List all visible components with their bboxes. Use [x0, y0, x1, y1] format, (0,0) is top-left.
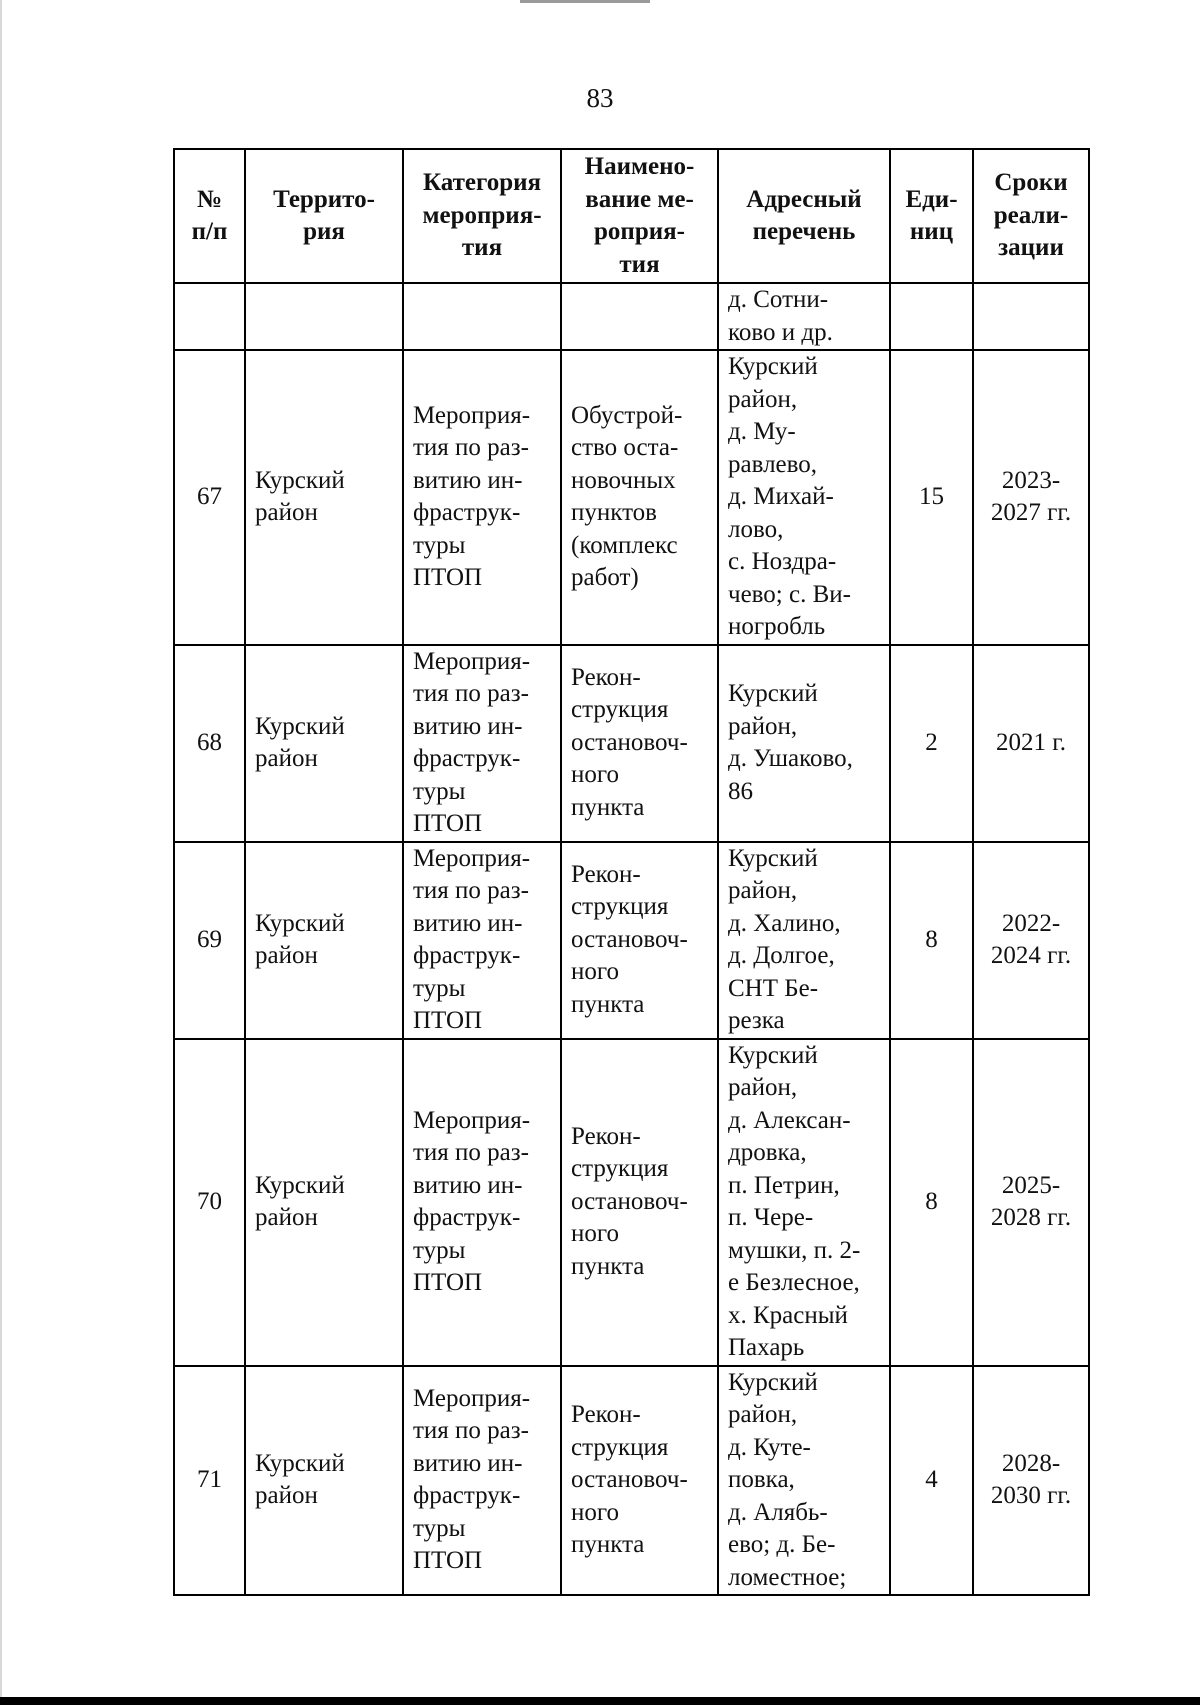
cell-territory: [245, 1039, 403, 1366]
cell-line: витию ин-: [413, 712, 523, 740]
cell-period: [973, 645, 1089, 842]
measures-table: [173, 148, 1090, 1596]
cell-line: роприя-: [594, 218, 685, 245]
cell-line: д. Халино,: [728, 909, 841, 937]
cell-category: [403, 842, 561, 1039]
cell-line: п. Петрин,: [728, 1171, 840, 1199]
cell-line: ПТОП: [413, 1007, 483, 1034]
cell-number: [174, 1039, 245, 1366]
cell-line: остановоч-: [571, 728, 688, 756]
cell-line: рия: [303, 218, 345, 245]
cell-line: Рекон-: [571, 663, 641, 691]
cell-line: вание ме-: [585, 185, 694, 213]
cell-period: [973, 842, 1089, 1039]
cell-territory: [245, 645, 403, 842]
cell-line: район,: [728, 1401, 798, 1428]
cell-line: район,: [728, 877, 798, 904]
cell-line: д. Долгое,: [728, 942, 835, 969]
table-row: [174, 645, 1089, 842]
cell-line: реали-: [993, 201, 1069, 229]
cell-line: (комплекс: [571, 531, 678, 559]
cell-period: [973, 350, 1089, 645]
cell-name: [561, 842, 718, 1039]
cell-name: [561, 645, 718, 842]
cell-line: Адресный: [746, 185, 862, 213]
cell-line: туры: [413, 777, 466, 805]
cell-line: Курский: [728, 844, 818, 872]
cell-line: тия: [619, 250, 660, 278]
cell-line: 68: [197, 728, 222, 756]
cell-line: Курский: [728, 353, 818, 380]
cell-territory: [245, 842, 403, 1039]
cell-line: тия: [461, 234, 503, 262]
table-row: [174, 350, 1089, 645]
cell-line: 2028 гг.: [990, 1204, 1072, 1231]
cell-line: ного: [571, 1498, 620, 1526]
cell-line: 4: [925, 1466, 938, 1493]
cell-line: фраструк-: [413, 1482, 521, 1510]
cell-line: фраструк-: [413, 942, 521, 969]
cell-line: Обустрой-: [571, 401, 683, 429]
cell-units: [890, 350, 973, 645]
header-period: [973, 149, 1089, 283]
cell-units: [890, 283, 973, 350]
cell-line: повка,: [728, 1466, 795, 1493]
cell-line: лово,: [728, 515, 784, 543]
table-row: [174, 1039, 1089, 1366]
cell-line: Курский: [728, 680, 818, 707]
cell-line: ково и др.: [728, 318, 833, 346]
cell-line: фраструк-: [413, 745, 521, 772]
cell-line: фраструк-: [413, 1204, 521, 1231]
cell-line: Мероприя-: [413, 1384, 531, 1412]
cell-line: 71: [197, 1466, 222, 1493]
cell-line: д. Сотни-: [728, 286, 829, 313]
cell-line: ногробль: [728, 613, 826, 640]
cell-line: Наимено-: [584, 153, 695, 180]
cell-line: 8: [925, 1187, 938, 1215]
cell-line: п. Чере-: [728, 1204, 814, 1231]
cell-name: [561, 350, 718, 645]
cell-line: витию ин-: [413, 1171, 523, 1199]
cell-line: район: [255, 942, 318, 969]
cell-line: д. Михай-: [728, 483, 834, 510]
cell-line: д. Му-: [728, 418, 796, 445]
cell-line: работ): [571, 564, 639, 592]
cell-line: район: [255, 499, 318, 527]
cell-line: 69: [197, 925, 222, 953]
cell-address: [718, 283, 890, 350]
cell-line: ниц: [909, 218, 954, 245]
cell-line: дровка,: [728, 1139, 807, 1166]
cell-line: район,: [728, 385, 798, 413]
header-category: [403, 149, 561, 283]
cell-line: ПТОП: [413, 810, 483, 837]
cell-category: [403, 1039, 561, 1366]
cell-line: 8: [925, 925, 938, 953]
cell-line: п/п: [191, 218, 228, 245]
cell-line: 70: [197, 1187, 222, 1215]
table-row: [174, 842, 1089, 1039]
cell-line: резка: [728, 1007, 785, 1034]
cell-line: тия по раз-: [413, 1139, 529, 1166]
cell-category: [403, 1366, 561, 1596]
table-row: [174, 283, 1089, 350]
cell-category: [403, 350, 561, 645]
cell-territory: [245, 283, 403, 350]
cell-line: мушки, п. 2-: [728, 1236, 861, 1264]
cell-line: 2030 гг.: [990, 1482, 1072, 1510]
cell-units: [890, 1039, 973, 1366]
cell-line: ево; д. Бе-: [728, 1531, 836, 1558]
header-number: [174, 149, 245, 283]
cell-line: 2027 гг.: [990, 499, 1072, 527]
cell-line: Курский: [728, 1368, 818, 1396]
cell-line: пункта: [571, 1531, 645, 1558]
cell-number: [174, 645, 245, 842]
header-address: [718, 149, 890, 283]
cell-address: [718, 1039, 890, 1366]
cell-units: [890, 1366, 973, 1596]
cell-line: Рекон-: [571, 860, 641, 888]
cell-line: д. Алексан-: [728, 1106, 851, 1134]
cell-line: Пахарь: [728, 1334, 805, 1361]
cell-address: [718, 645, 890, 842]
cell-line: 2021 г.: [996, 728, 1066, 756]
cell-line: ного: [571, 958, 620, 986]
cell-line: пункта: [571, 1252, 645, 1280]
cell-address: [718, 1366, 890, 1596]
cell-line: Террито-: [273, 185, 375, 213]
cell-line: тия по раз-: [413, 680, 529, 707]
cell-address: [718, 842, 890, 1039]
cell-line: район,: [728, 1074, 798, 1101]
cell-number: [174, 1366, 245, 1596]
cell-line: д. Куте-: [728, 1433, 811, 1461]
cell-line: новочных: [571, 466, 676, 494]
cell-line: витию ин-: [413, 466, 523, 494]
cell-category: [403, 283, 561, 350]
cell-line: тия по раз-: [413, 877, 529, 904]
cell-line: Еди-: [905, 185, 958, 213]
cell-units: [890, 842, 973, 1039]
cell-line: Мероприя-: [413, 1106, 531, 1134]
scan-artifact-bottom: [0, 1697, 1200, 1705]
cell-line: Мероприя-: [413, 647, 531, 675]
cell-line: район,: [728, 712, 798, 740]
cell-line: е Безлесное,: [728, 1269, 860, 1296]
cell-line: зации: [998, 234, 1064, 262]
cell-line: 2025-: [1001, 1171, 1061, 1199]
cell-line: туры: [413, 1514, 466, 1542]
cell-name: [561, 1366, 718, 1596]
cell-number: [174, 350, 245, 645]
cell-period: [973, 1366, 1089, 1596]
cell-line: ПТОП: [413, 564, 483, 592]
cell-line: тия по раз-: [413, 1417, 529, 1445]
cell-line: Курский: [255, 712, 345, 740]
scan-artifact-left: [0, 0, 2, 1705]
cell-category: [403, 645, 561, 842]
cell-line: струкция: [571, 893, 669, 921]
cell-line: остановоч-: [571, 1466, 688, 1493]
cell-line: ломестное;: [728, 1563, 847, 1591]
cell-line: витию ин-: [413, 909, 523, 937]
cell-line: струкция: [571, 1155, 669, 1183]
cell-line: туры: [413, 974, 466, 1002]
cell-name: [561, 283, 718, 350]
cell-line: Курский: [255, 1449, 345, 1477]
cell-line: 2028-: [1001, 1449, 1061, 1477]
cell-period: [973, 283, 1089, 350]
cell-number: [174, 842, 245, 1039]
cell-line: ПТОП: [413, 1547, 483, 1575]
cell-line: пунктов: [571, 499, 657, 527]
scan-artifact-top: [520, 0, 650, 3]
cell-period: [973, 1039, 1089, 1366]
cell-line: 2022-: [1001, 909, 1061, 937]
cell-line: мероприя-: [422, 201, 542, 229]
cell-line: струкция: [571, 696, 669, 724]
cell-line: 2023-: [1001, 466, 1061, 494]
cell-line: Сроки: [994, 169, 1068, 197]
cell-line: перечень: [752, 218, 856, 245]
cell-line: район: [255, 1482, 318, 1510]
cell-line: ство оста-: [571, 434, 679, 462]
cell-line: туры: [413, 1236, 466, 1264]
cell-line: 2024 гг.: [990, 942, 1072, 969]
cell-line: ного: [571, 1220, 620, 1248]
table-body: [174, 283, 1089, 1595]
header-territory: [245, 149, 403, 283]
cell-name: [561, 1039, 718, 1366]
cell-line: Рекон-: [571, 1122, 641, 1150]
cell-line: №: [196, 185, 223, 213]
cell-line: 15: [919, 483, 944, 510]
cell-line: Мероприя-: [413, 401, 531, 429]
cell-line: туры: [413, 531, 466, 559]
cell-territory: [245, 350, 403, 645]
header-name: [561, 149, 718, 283]
cell-line: 67: [197, 483, 222, 510]
cell-line: д. Ушаково,: [728, 745, 853, 772]
cell-line: равлево,: [728, 450, 818, 478]
header-units: [890, 149, 973, 283]
cell-line: Курский: [255, 1171, 345, 1199]
cell-units: [890, 645, 973, 842]
cell-line: 86: [728, 777, 753, 805]
cell-territory: [245, 1366, 403, 1596]
cell-line: остановоч-: [571, 1187, 688, 1215]
cell-line: Курский: [255, 909, 345, 937]
cell-line: тия по раз-: [413, 434, 529, 462]
cell-line: пункта: [571, 990, 645, 1018]
cell-line: район: [255, 745, 318, 772]
table-row: [174, 1366, 1089, 1596]
cell-address: [718, 350, 890, 645]
cell-line: район: [255, 1204, 318, 1231]
cell-line: фраструк-: [413, 499, 521, 527]
cell-line: ного: [571, 761, 620, 789]
cell-line: Категория: [422, 169, 542, 197]
cell-line: СНТ Бе-: [728, 974, 819, 1002]
cell-line: витию ин-: [413, 1449, 523, 1477]
table-header-row: [174, 149, 1089, 283]
cell-number: [174, 283, 245, 350]
cell-line: пункта: [571, 793, 645, 821]
cell-line: Мероприя-: [413, 844, 531, 872]
cell-line: с. Ноздра-: [728, 548, 837, 575]
page-number: 83: [586, 83, 614, 113]
cell-line: 2: [925, 728, 938, 756]
cell-line: ПТОП: [413, 1269, 483, 1296]
cell-line: Курский: [728, 1041, 818, 1069]
cell-line: д. Алябь-: [728, 1498, 828, 1526]
cell-line: х. Красный: [728, 1301, 848, 1329]
cell-line: Курский: [255, 466, 345, 494]
cell-line: чево; с. Ви-: [728, 580, 851, 608]
cell-line: струкция: [571, 1433, 669, 1461]
cell-line: остановоч-: [571, 925, 688, 953]
cell-line: Рекон-: [571, 1401, 641, 1428]
